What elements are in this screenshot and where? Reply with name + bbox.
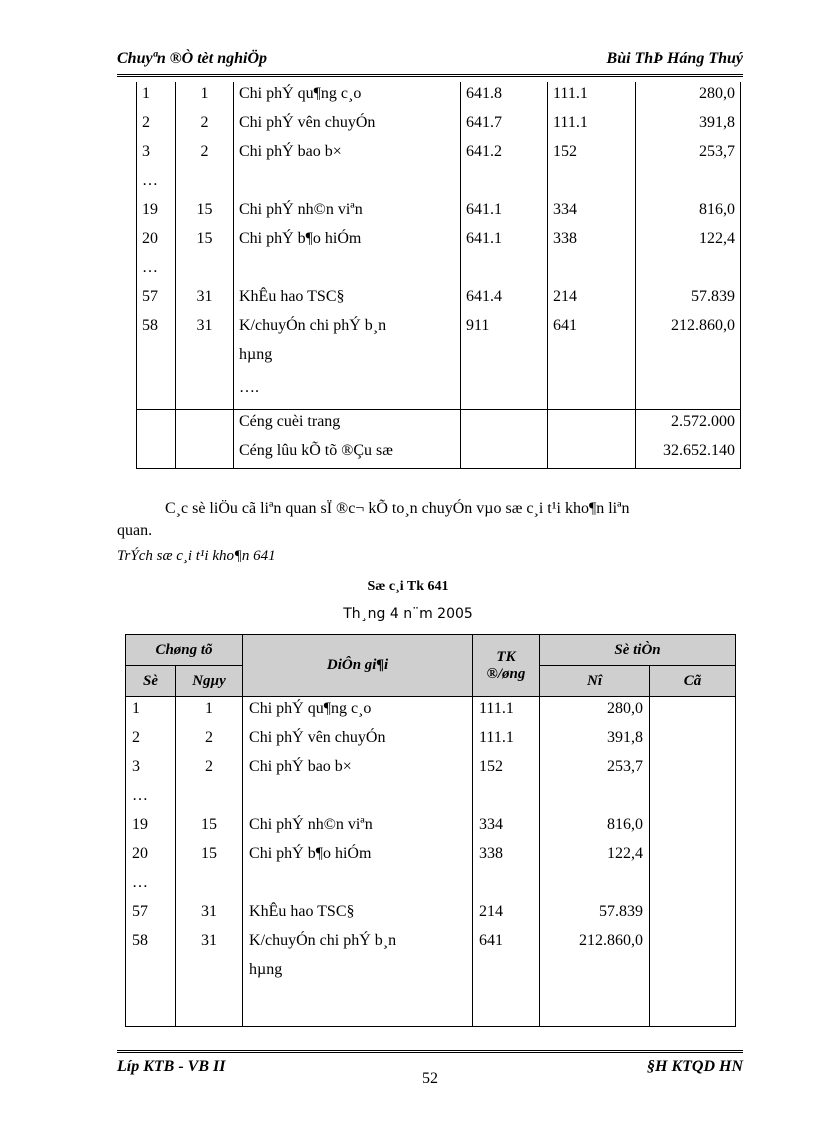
- table-row: 58 31 K/chuyÓn chi phÝ b¸n 911 641 212.860,0: [137, 314, 741, 343]
- table-row: 57 31 KhÊu hao TSC§ 641.4 214 57.839: [137, 285, 741, 314]
- ledger-subtitle: Th¸ng 4 n¨m 2005: [343, 606, 473, 622]
- table-row-empty: [126, 992, 736, 1027]
- table-row: 2 2 Chi phÝ vên chuyÓn 641.7 111.1 391,8: [137, 111, 741, 140]
- table-row: 3 2 Chi phÝ bao b× 152 253,7: [126, 755, 736, 784]
- header-no: Nî: [540, 666, 650, 697]
- body-paragraph: C¸c sè liÖu cã liªn quan sÏ ®c¬ kÕ to¸n chuyÓn vµo sæ c¸i t¹i kho¶n liªn quan.: [117, 500, 630, 539]
- table-row: 20 15 Chi phÝ b¶o hiÓm 641.1 338 122,4: [137, 227, 741, 256]
- header-so: Sè: [126, 666, 176, 697]
- table-row: 19 15 Chi phÝ nh©n viªn 641.1 334 816,0: [137, 198, 741, 227]
- table-row: 1 1 Chi phÝ qu¶ng c¸o 111.1 280,0: [126, 697, 736, 727]
- table-row-dots: ….: [137, 376, 741, 410]
- table-row: 1 1 Chi phÝ qu¶ng c¸o 641.8 111.1 280,0: [137, 82, 741, 111]
- header-co: Cã: [650, 666, 736, 697]
- table-row: 58 31 K/chuyÓn chi phÝ b¸n 641 212.860,0: [126, 929, 736, 958]
- header-author: Bùi ThÞ Háng Thuý: [606, 50, 743, 67]
- page-header: [117, 50, 743, 77]
- header-tk-doi-ung: TK ®/øng: [473, 635, 540, 697]
- table-row: …: [126, 784, 736, 813]
- table-row: 19 15 Chi phÝ nh©n viªn 334 816,0: [126, 813, 736, 842]
- ledger-table: [125, 634, 736, 1027]
- table-row: 20 15 Chi phÝ b¶o hiÓm 338 122,4: [126, 842, 736, 871]
- table-row: 57 31 KhÊu hao TSC§ 214 57.839: [126, 900, 736, 929]
- journal-table: [136, 82, 741, 469]
- table-row-continuation: hµng: [137, 343, 741, 376]
- table-row-continuation: hµng: [126, 958, 736, 992]
- table-row: …: [137, 169, 741, 198]
- table-row: …: [137, 256, 741, 285]
- header-thesis-title: Chuyªn ®Ò tèt nghiÖp: [117, 50, 268, 67]
- footer-class: Líp KTB - VB II: [117, 1058, 226, 1075]
- ledger-title: Sæ c¸i Tk 641: [367, 579, 449, 594]
- header-so-tien: Sè tiÒn: [540, 635, 736, 666]
- table-row-total: Céng lûu kÕ tõ ®Çu sæ 32.652.140: [137, 439, 741, 469]
- header-ngay: Ngµy: [176, 666, 243, 697]
- page-footer: [117, 1050, 743, 1087]
- table-row: 2 2 Chi phÝ vên chuyÓn 111.1 391,8: [126, 726, 736, 755]
- footer-university: §H KTQD HN: [647, 1058, 743, 1075]
- header-chung-tu: Chøng tõ: [126, 635, 243, 666]
- table-row: 3 2 Chi phÝ bao b× 641.2 152 253,7: [137, 140, 741, 169]
- table-row-total: Céng cuèi trang 2.572.000: [137, 410, 741, 440]
- page-number: 52: [422, 1070, 438, 1087]
- ledger-caption: TrÝch sæ c¸i t¹i kho¶n 641: [117, 548, 276, 564]
- header-dien-giai: DiÔn gi¶i: [243, 635, 473, 697]
- table-row: …: [126, 871, 736, 900]
